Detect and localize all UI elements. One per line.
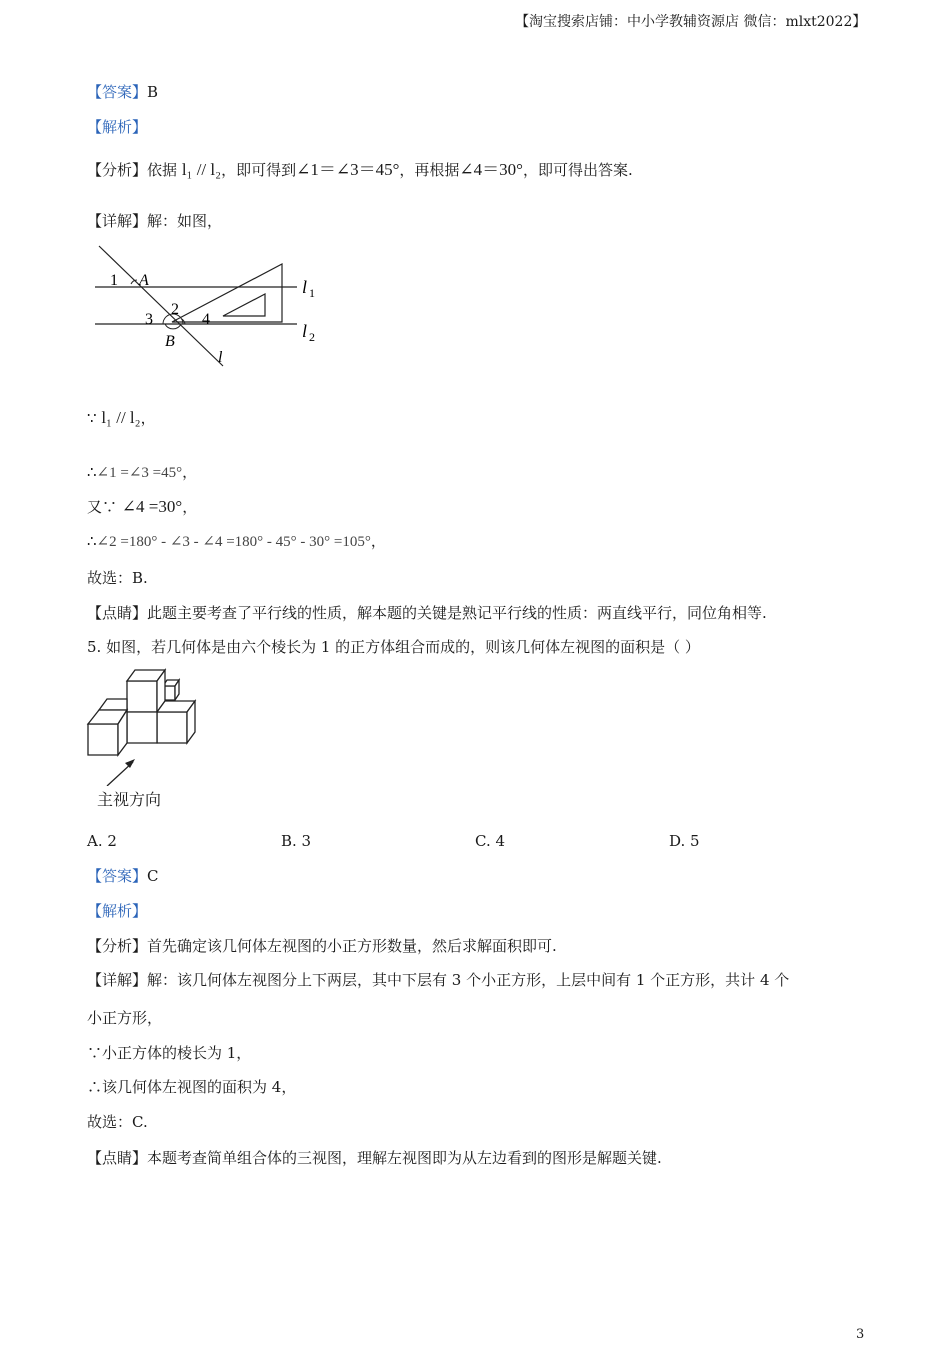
fenxi-text-3: ，再根据 [399, 161, 460, 179]
header-watermark: 【淘宝搜索店铺：中小学教辅资源店 微信：mlxt2022】 [515, 14, 867, 30]
q5-analysis-tag: 【解析】 [87, 902, 148, 920]
q4-step-4 [87, 531, 386, 552]
answer-tag: 【答案】 [87, 83, 148, 101]
q5-detail-line-2: 小正方形， [87, 1009, 163, 1027]
q4-answer-line [87, 82, 158, 102]
q5-step-2: ∴该几何体左视图的面积为 4， [87, 1078, 297, 1096]
parallel-lines-figure [85, 240, 335, 372]
cube-assembly-figure [85, 666, 205, 786]
detail-tag: 【详解】 [87, 971, 148, 989]
fenxi-math-angles: ∠1＝∠3＝45° [296, 160, 400, 179]
q4-choice: 故选：B. [87, 569, 148, 587]
step-2-math: ∠1 =∠3 =45° [96, 465, 183, 481]
option-b: B. 3 [281, 832, 312, 850]
view-arrow-head [125, 759, 135, 768]
label-l2: l [302, 321, 308, 341]
answer-tag: 【答案】 [87, 867, 148, 885]
q4-detail-line [87, 211, 222, 231]
label-4: 4 [202, 311, 210, 328]
cube-left-back-top [99, 699, 127, 710]
cube-left-front [88, 724, 118, 755]
answer-value: B [147, 83, 159, 101]
step-1-end: ， [140, 409, 156, 427]
cube-middle-front [127, 712, 157, 743]
q5-detail-line-1 [87, 970, 789, 990]
option-c: C. 4 [475, 832, 506, 850]
dianjing-tag: 【点睛】 [87, 1149, 148, 1167]
detail-text: 解：如图， [147, 212, 223, 230]
q5-step-1: ∵小正方体的棱长为 1， [87, 1044, 252, 1062]
set-square-inner [223, 294, 265, 316]
label-A: A [139, 272, 149, 289]
fenxi-text-2: ，即可得到 [221, 161, 297, 179]
fenxi-text-1: 依据 [147, 161, 178, 179]
dianjing-text: 本题考查简单组合体的三视图，理解左视图即为从左边看到的图形是解题关键. [147, 1149, 662, 1167]
fenxi-tag: 【分析】 [87, 937, 148, 955]
therefore-symbol: ∴ [87, 532, 97, 550]
detail-text: 解：该几何体左视图分上下两层，其中下层有 3 个小正方形，上层中间有 1 个正方形，共计 4 个 [147, 971, 790, 989]
label-l1-sub: 1 [309, 286, 315, 300]
q4-step-2 [87, 462, 197, 483]
label-3: 3 [145, 311, 153, 328]
q4-step-3 [87, 497, 197, 517]
fenxi-text: 首先确定该几何体左视图的小正方形数量，然后求解面积即可. [147, 937, 557, 955]
cube-right-front [157, 712, 187, 743]
q5-answer-line [87, 866, 159, 886]
option-d: D. 5 [669, 832, 700, 850]
label-1: 1 [110, 272, 118, 289]
q4-dianjing-line [87, 603, 767, 623]
label-l1: l [302, 277, 308, 297]
step-3-end: ， [182, 498, 198, 516]
dianjing-text: 此题主要考查了平行线的性质，解本题的关键是熟记平行线的性质：两直线平行，同位角相等. [147, 604, 767, 622]
label-2: 2 [171, 301, 179, 318]
therefore-symbol: ∴ [87, 463, 97, 481]
detail-tag: 【详解】 [87, 212, 148, 230]
fenxi-tag: 【分析】 [87, 161, 148, 179]
fenxi-text-4: ，即可得出答案. [522, 161, 633, 179]
fenxi-math-parallel: l₁ // l₂ [181, 160, 222, 179]
q5-choice: 故选：C. [87, 1113, 148, 1131]
step-3-lead: 又∵ [87, 498, 118, 516]
line-l [99, 246, 223, 366]
dianjing-tag: 【点睛】 [87, 604, 148, 622]
answer-value: C [147, 867, 159, 885]
step-3-math: ∠4 =30° [121, 497, 183, 516]
q5-dianjing-line [87, 1148, 662, 1168]
option-a: A. 2 [87, 832, 117, 850]
because-symbol: ∵ [87, 409, 97, 427]
q4-fenxi-line [87, 160, 633, 180]
label-l2-sub: 2 [309, 330, 315, 344]
page-number: 3 [856, 1327, 865, 1342]
cube-top-front [127, 681, 157, 712]
step-1-math: l₁ // l₂ [101, 408, 141, 427]
fenxi-math-angle4: ∠4＝30° [459, 160, 523, 179]
q5-fenxi-line [87, 936, 557, 956]
label-B: B [165, 333, 175, 350]
q5-question: 5. 如图，若几何体是由六个棱长为 1 的正方体组合而成的，则该几何体左视图的面积是（ ） [87, 638, 700, 656]
step-4-end: ， [370, 532, 386, 550]
angle-3-arc [165, 324, 181, 329]
step-4-math: ∠2 =180° - ∠3 - ∠4 =180° - 45° - 30° =105° [96, 534, 371, 550]
step-2-end: ， [182, 463, 198, 481]
q4-step-1 [87, 408, 156, 428]
figure-caption: 主视方向 [97, 790, 162, 809]
q4-analysis-tag: 【解析】 [87, 118, 148, 136]
label-l: l [218, 349, 223, 366]
